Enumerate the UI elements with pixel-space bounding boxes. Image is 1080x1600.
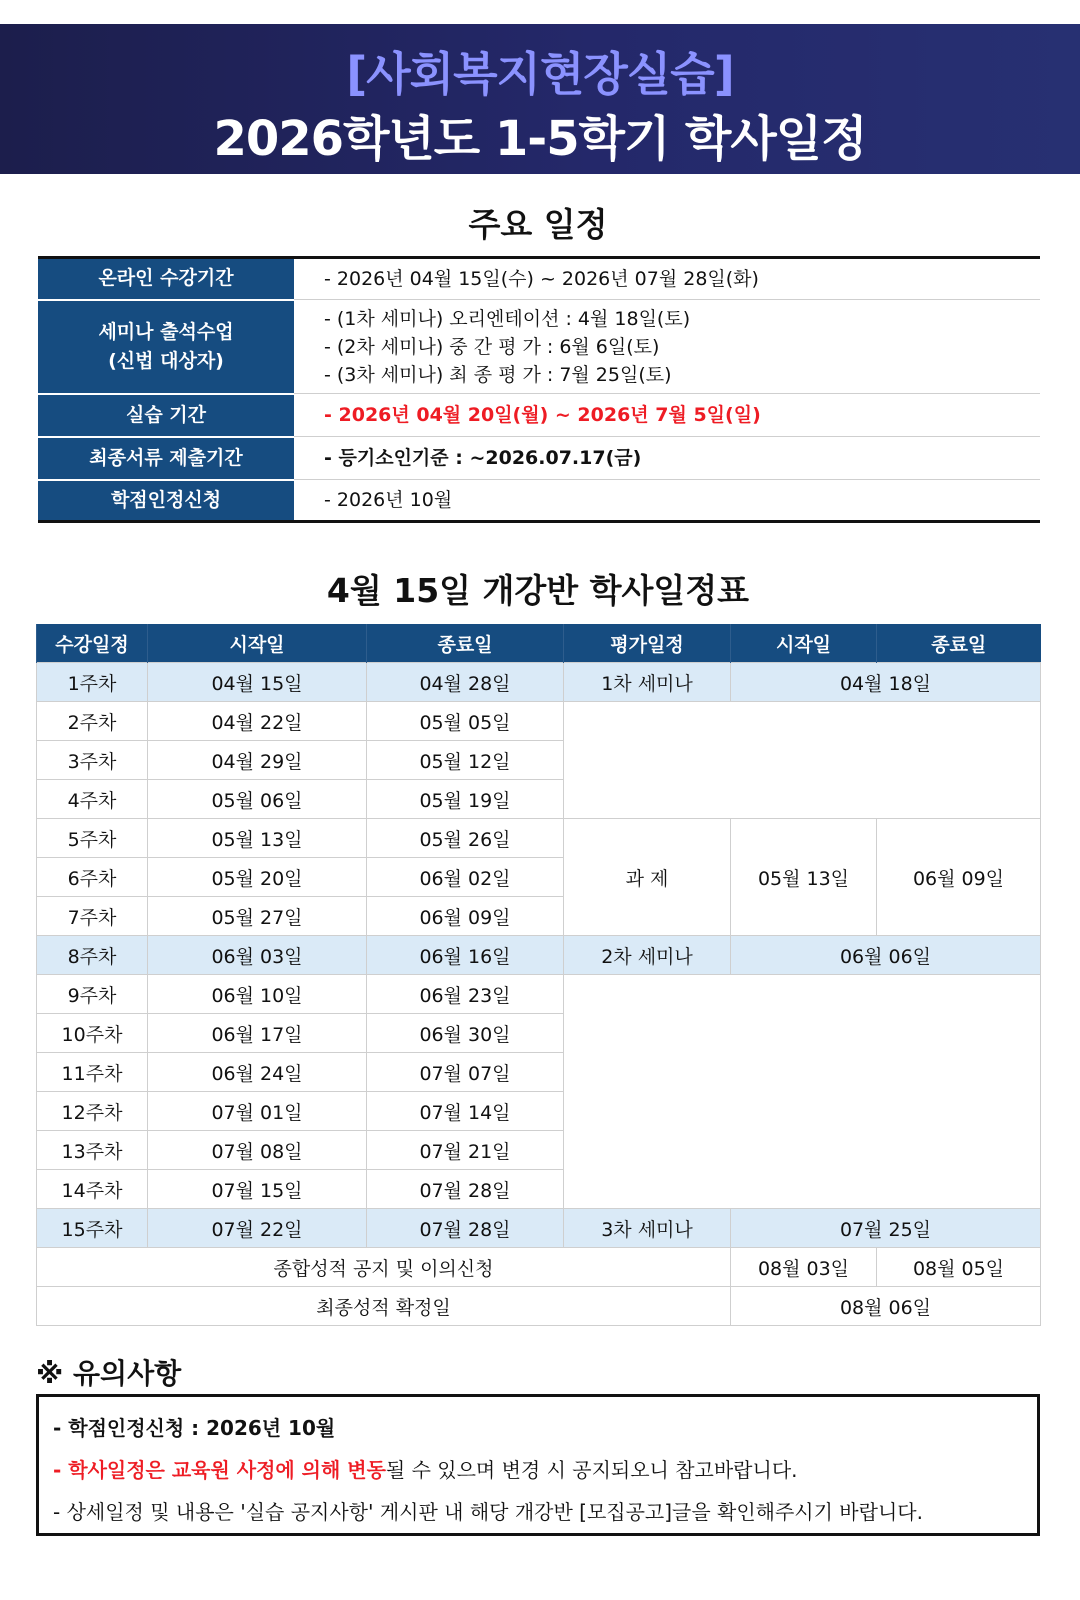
notice-box bbox=[36, 1394, 1040, 1536]
start-date-cell: 05월 27일 bbox=[148, 897, 367, 936]
key-row-online bbox=[38, 258, 1040, 300]
key-row-line: - (3차 세미나) 최 종 평 가 : 7월 25일(토) bbox=[324, 363, 672, 386]
key-row-line: - (2차 세미나) 중 간 평 가 : 6월 6일(토) bbox=[324, 335, 660, 358]
banner-title-line1: [사회복지현장실습] bbox=[346, 47, 734, 101]
key-row-value: - 등기소인기준 : ~2026.07.17(금) bbox=[294, 437, 1040, 480]
end-date-cell: 07월 28일 bbox=[367, 1209, 564, 1248]
end-date-cell: 05월 05일 bbox=[367, 702, 564, 741]
week-cell: 4주차 bbox=[37, 780, 148, 819]
end-date-cell: 05월 12일 bbox=[367, 741, 564, 780]
final-grade-label: 최종성적 확정일 bbox=[37, 1287, 731, 1326]
key-row-credit bbox=[38, 480, 1040, 522]
start-date-cell: 04월 29일 bbox=[148, 741, 367, 780]
end-date-cell: 06월 09일 bbox=[367, 897, 564, 936]
week-cell: 5주차 bbox=[37, 819, 148, 858]
key-row-label: 실습 기간 bbox=[38, 394, 294, 437]
start-date-cell: 05월 06일 bbox=[148, 780, 367, 819]
evaluation-start-cell: 05월 13일 bbox=[731, 819, 877, 936]
empty-cell bbox=[564, 975, 1041, 1209]
schedule-table bbox=[36, 624, 1041, 1326]
notice-line bbox=[53, 1449, 1037, 1491]
start-date-cell: 05월 20일 bbox=[148, 858, 367, 897]
notice-red-text: - 학사일정은 교육원 사정에 의해 변동 bbox=[53, 1458, 386, 1482]
week-cell: 2주차 bbox=[37, 702, 148, 741]
week-cell: 12주차 bbox=[37, 1092, 148, 1131]
week-cell: 14주차 bbox=[37, 1170, 148, 1209]
header-cell: 시작일 bbox=[148, 624, 367, 663]
key-row-value: - 2026년 10월 bbox=[324, 489, 453, 511]
notice-line: - 상세일정 및 내용은 '실습 공지사항' 게시판 내 해당 개강반 [모집공고]글을 확인해주시기 바랍니다. bbox=[53, 1500, 923, 1524]
start-date-cell: 07월 15일 bbox=[148, 1170, 367, 1209]
header-cell: 종료일 bbox=[367, 624, 564, 663]
evaluation-label-cell: 과 제 bbox=[564, 819, 731, 936]
key-schedule-title: 주요 일정 bbox=[468, 205, 608, 244]
start-date-cell: 06월 17일 bbox=[148, 1014, 367, 1053]
schedule-title: 4월 15일 개강반 학사일정표 bbox=[326, 571, 750, 610]
grade-notice-end: 08월 05일 bbox=[877, 1248, 1041, 1287]
title-banner bbox=[0, 24, 1080, 174]
key-row-seminar bbox=[38, 300, 1040, 394]
banner-title-line2: 2026학년도 1-5학기 학사일정 bbox=[213, 111, 867, 167]
notice-title: ※ 유의사항 bbox=[36, 1357, 182, 1390]
week-cell: 15주차 bbox=[37, 1209, 148, 1248]
start-date-cell: 04월 22일 bbox=[148, 702, 367, 741]
key-row-label: 온라인 수강기간 bbox=[38, 258, 294, 300]
end-date-cell: 07월 14일 bbox=[367, 1092, 564, 1131]
key-row-label-line: 세미나 출석수업 bbox=[98, 320, 234, 343]
header-cell: 평가일정 bbox=[564, 624, 731, 663]
evaluation-date-cell: 07월 25일 bbox=[731, 1209, 1041, 1248]
start-date-cell: 07월 01일 bbox=[148, 1092, 367, 1131]
final-grade-date: 08월 06일 bbox=[731, 1287, 1041, 1326]
header-cell: 수강일정 bbox=[37, 624, 148, 663]
week-cell: 1주차 bbox=[37, 663, 148, 702]
evaluation-date-cell: 06월 06일 bbox=[731, 936, 1041, 975]
start-date-cell: 06월 03일 bbox=[148, 936, 367, 975]
evaluation-label-cell: 3차 세미나 bbox=[564, 1209, 731, 1248]
table-row bbox=[37, 663, 1041, 702]
end-date-cell: 07월 28일 bbox=[367, 1170, 564, 1209]
week-cell: 7주차 bbox=[37, 897, 148, 936]
start-date-cell: 06월 10일 bbox=[148, 975, 367, 1014]
week-cell: 6주차 bbox=[37, 858, 148, 897]
evaluation-label-cell: 1차 세미나 bbox=[564, 663, 731, 702]
key-row-label: 학점인정신청 bbox=[38, 480, 294, 522]
week-cell: 11주차 bbox=[37, 1053, 148, 1092]
start-date-cell: 07월 08일 bbox=[148, 1131, 367, 1170]
grade-notice-label: 종합성적 공지 및 이의신청 bbox=[37, 1248, 731, 1287]
table-row bbox=[37, 1287, 1041, 1326]
week-cell: 10주차 bbox=[37, 1014, 148, 1053]
start-date-cell: 04월 15일 bbox=[148, 663, 367, 702]
end-date-cell: 07월 07일 bbox=[367, 1053, 564, 1092]
key-row-documents bbox=[38, 437, 1040, 480]
key-row-label bbox=[38, 300, 294, 394]
key-row-practicum bbox=[38, 394, 1040, 437]
notice-line: - 학점인정신청 : 2026년 10월 bbox=[53, 1416, 336, 1440]
start-date-cell: 05월 13일 bbox=[148, 819, 367, 858]
header-cell: 종료일 bbox=[877, 624, 1041, 663]
end-date-cell: 06월 16일 bbox=[367, 936, 564, 975]
table-row bbox=[37, 702, 1041, 741]
empty-cell bbox=[564, 702, 1041, 819]
key-row-line: - (1차 세미나) 오리엔테이션 : 4월 18일(토) bbox=[324, 307, 691, 330]
table-row bbox=[37, 1209, 1041, 1248]
key-schedule-table bbox=[38, 256, 1040, 523]
key-row-value bbox=[294, 300, 1040, 394]
key-row-label-line: (신법 대상자) bbox=[108, 349, 224, 372]
notice-text: 될 수 있으며 변경 시 공지되오니 참고바랍니다. bbox=[385, 1458, 798, 1482]
end-date-cell: 06월 23일 bbox=[367, 975, 564, 1014]
week-cell: 13주차 bbox=[37, 1131, 148, 1170]
end-date-cell: 05월 26일 bbox=[367, 819, 564, 858]
schedule-header-row bbox=[37, 624, 1041, 663]
table-row bbox=[37, 936, 1041, 975]
week-cell: 8주차 bbox=[37, 936, 148, 975]
evaluation-label-cell: 2차 세미나 bbox=[564, 936, 731, 975]
key-row-value: - 2026년 04월 20일(월) ~ 2026년 7월 5일(일) bbox=[294, 394, 1040, 437]
grade-notice-start: 08월 03일 bbox=[731, 1248, 877, 1287]
week-cell: 9주차 bbox=[37, 975, 148, 1014]
table-row bbox=[37, 975, 1041, 1014]
key-row-value: - 2026년 04월 15일(수) ~ 2026년 07월 28일(화) bbox=[294, 258, 1040, 300]
table-row bbox=[37, 1248, 1041, 1287]
end-date-cell: 06월 02일 bbox=[367, 858, 564, 897]
key-row-label: 최종서류 제출기간 bbox=[38, 437, 294, 480]
header-cell: 시작일 bbox=[731, 624, 877, 663]
evaluation-end-cell: 06월 09일 bbox=[877, 819, 1041, 936]
end-date-cell: 07월 21일 bbox=[367, 1131, 564, 1170]
table-row bbox=[37, 819, 1041, 858]
week-cell: 3주차 bbox=[37, 741, 148, 780]
end-date-cell: 06월 30일 bbox=[367, 1014, 564, 1053]
start-date-cell: 07월 22일 bbox=[148, 1209, 367, 1248]
start-date-cell: 06월 24일 bbox=[148, 1053, 367, 1092]
evaluation-date-cell: 04월 18일 bbox=[731, 663, 1041, 702]
end-date-cell: 05월 19일 bbox=[367, 780, 564, 819]
end-date-cell: 04월 28일 bbox=[367, 663, 564, 702]
